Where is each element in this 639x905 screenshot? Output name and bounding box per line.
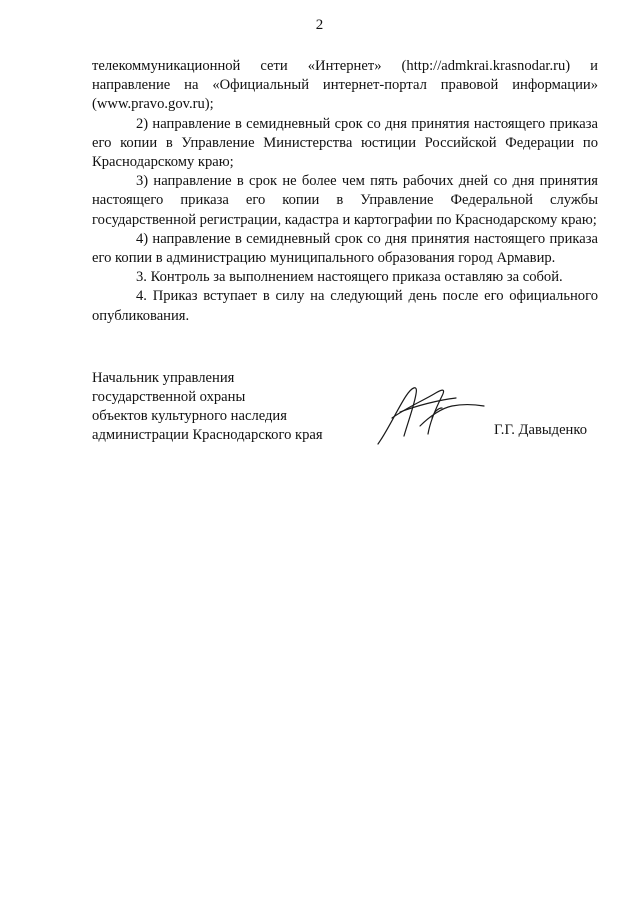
paragraph-item-2: 2) направление в семидневный срок со дня принятия настоящего приказа его копии в Управление Министерства юстиции Российской Федерации по Краснодарскому краю; (92, 115, 598, 171)
document-body (92, 57, 598, 326)
page-number: 2 (315, 17, 324, 33)
signer-position (92, 369, 323, 445)
paragraph-clause-3: 3. Контроль за выполнением настоящего приказа оставляю за собой. (136, 269, 563, 286)
signer-position-line: администрации Краснодарского края (92, 427, 323, 443)
paragraph-continuation: телекоммуникационной сети «Интернет» (http://admkrai.krasnodar.ru) и направление на «Официальный интернет-портал правовой информации» (www.pravo.gov.ru); (92, 58, 598, 113)
paragraph-item-4: 4) направление в семидневный срок со дня принятия настоящего приказа его копии в администрацию муниципального образования город Армавир. (92, 230, 598, 267)
signer-position-line: государственной охраны (92, 389, 246, 405)
handwritten-signature-icon (372, 378, 488, 448)
signer-position-line: объектов культурного наследия (92, 408, 287, 424)
signer-position-line: Начальник управления (92, 370, 235, 386)
paragraph-clause-4: 4. Приказ вступает в силу на следующий день после его официального опубликования. (92, 288, 598, 324)
paragraph-item-3: 3) направление в срок не более чем пять рабочих дней со дня принятия настоящего приказа его копии в Управление Федеральной службы государственной регистрации, кадастра и картографии по Краснодарскому краю; (92, 173, 598, 228)
signer-name: Г.Г. Давыденко (494, 422, 588, 438)
